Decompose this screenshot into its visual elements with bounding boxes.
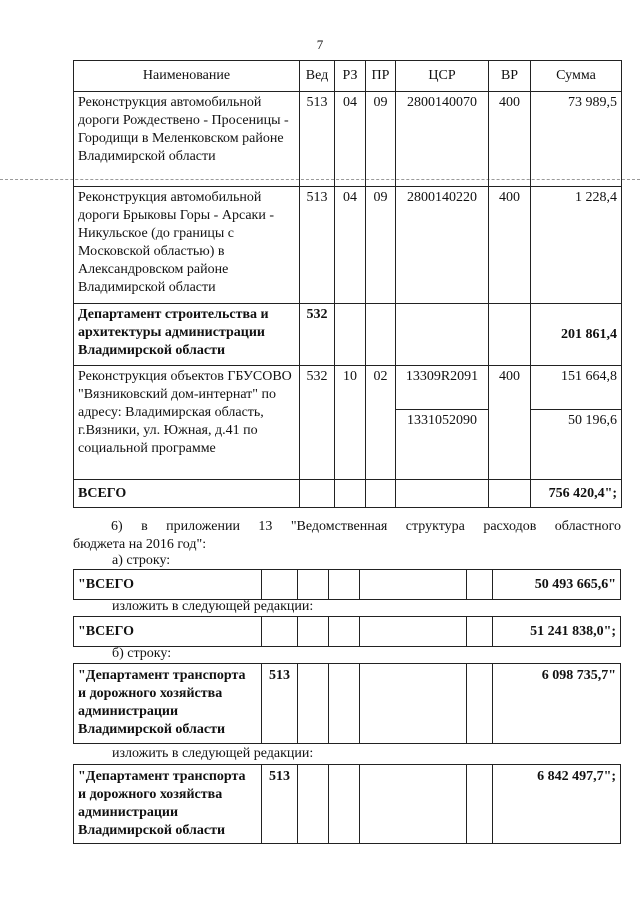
table-total-row xyxy=(74,480,622,508)
table-row xyxy=(74,366,622,410)
header-csr: ЦСР xyxy=(396,61,489,92)
cell-name: "Департамент транспорта и дорожного хозяйства администрации Владимирской области xyxy=(74,664,262,744)
cell-name: Реконструкция автомобильной дороги Брыковы Горы - Арсаки - Никульское (до границы с Московской областью) в Александровском районе Владимирской области xyxy=(74,187,300,304)
cell-csr xyxy=(396,304,489,366)
header-vr: ВР xyxy=(489,61,531,92)
table-row xyxy=(74,92,622,187)
header-sum: Сумма xyxy=(531,61,622,92)
label-replace-2: изложить в следующей редакции: xyxy=(112,746,314,761)
label-b: б) строку: xyxy=(112,646,172,661)
cell-name: "Департамент транспорта и дорожного хозяйства администрации Владимирской области xyxy=(74,765,262,844)
cell-rz xyxy=(335,480,366,508)
paragraph-6 xyxy=(73,518,621,554)
cell-sum: 50 493 665,6" xyxy=(493,570,621,600)
cell-rz xyxy=(335,304,366,366)
cell-pr: 09 xyxy=(366,187,396,304)
cell-vr xyxy=(489,480,531,508)
box-total-old xyxy=(73,569,621,600)
cell-sum: 1 228,4 xyxy=(531,187,622,304)
cell-vr: 400 xyxy=(489,92,531,187)
page-number: 7 xyxy=(316,37,324,52)
cell-sum: 151 664,8 xyxy=(531,366,622,410)
cell-rz: 10 xyxy=(335,366,366,480)
label-a: а) строку: xyxy=(112,553,171,568)
cell-sum: 50 196,6 xyxy=(531,410,622,480)
header-ved: Вед xyxy=(300,61,335,92)
cell-ved: 532 xyxy=(300,304,335,366)
cell-ved: 513 xyxy=(300,92,335,187)
label-replace-1: изложить в следующей редакции: xyxy=(112,599,314,614)
cell-name: ВСЕГО xyxy=(74,480,300,508)
paragraph-6-line-2: бюджета на 2016 год": xyxy=(73,537,207,552)
cell-sum: 51 241 838,0"; xyxy=(493,617,621,647)
cell-ved: 513 xyxy=(262,664,298,744)
cell-sum: 6 098 735,7" xyxy=(493,664,621,744)
cell-rz: 04 xyxy=(335,92,366,187)
cell-csr: 2800140220 xyxy=(396,187,489,304)
cell-pr: 02 xyxy=(366,366,396,480)
cell-name: Департамент строительства и архитектуры администрации Владимирской области xyxy=(74,304,300,366)
cell-csr: 1331052090 xyxy=(396,410,489,480)
cell-rz: 04 xyxy=(335,187,366,304)
paragraph-6-line-1: 6) в приложении 13 "Ведомственная структура расходов областного xyxy=(111,519,621,534)
cell-sum: 6 842 497,7"; xyxy=(493,765,621,844)
table-row xyxy=(74,187,622,304)
cell-csr xyxy=(396,480,489,508)
cell-vr: 400 xyxy=(489,187,531,304)
cell-csr: 13309R2091 xyxy=(396,366,489,410)
cell-sum: 201 861,4 xyxy=(531,304,622,366)
cell-name: Реконструкция объектов ГБУСОВО "Вязниковский дом-интернат" по адресу: Владимирская область, г.Вязники, ул. Южная, д.41 по социальной программе xyxy=(74,366,300,480)
cell-ved: 532 xyxy=(300,366,335,480)
cell-ved: 513 xyxy=(262,765,298,844)
header-rz: РЗ xyxy=(335,61,366,92)
cell-pr: 09 xyxy=(366,92,396,187)
box-total-new xyxy=(73,616,621,647)
cell-name: "ВСЕГО xyxy=(74,617,262,647)
cell-pr xyxy=(366,304,396,366)
cell-vr: 400 xyxy=(489,366,531,480)
cell-pr xyxy=(366,480,396,508)
cell-name: "ВСЕГО xyxy=(74,570,262,600)
cell-sum: 73 989,5 xyxy=(531,92,622,187)
cell-csr: 2800140070 xyxy=(396,92,489,187)
table-row xyxy=(74,304,622,366)
cell-vr xyxy=(489,304,531,366)
box-department-old xyxy=(73,663,621,744)
box-department-new xyxy=(73,764,621,844)
cell-name: Реконструкция автомобильной дороги Рождествено - Просеницы - Городищи в Меленковском районе Владимирской области xyxy=(74,92,300,187)
cell-ved: 513 xyxy=(300,187,335,304)
header-pr: ПР xyxy=(366,61,396,92)
table-header-row xyxy=(74,61,622,92)
cell-sum: 756 420,4"; xyxy=(531,480,622,508)
header-name: Наименование xyxy=(74,61,300,92)
main-table xyxy=(73,60,622,508)
cell-ved xyxy=(300,480,335,508)
